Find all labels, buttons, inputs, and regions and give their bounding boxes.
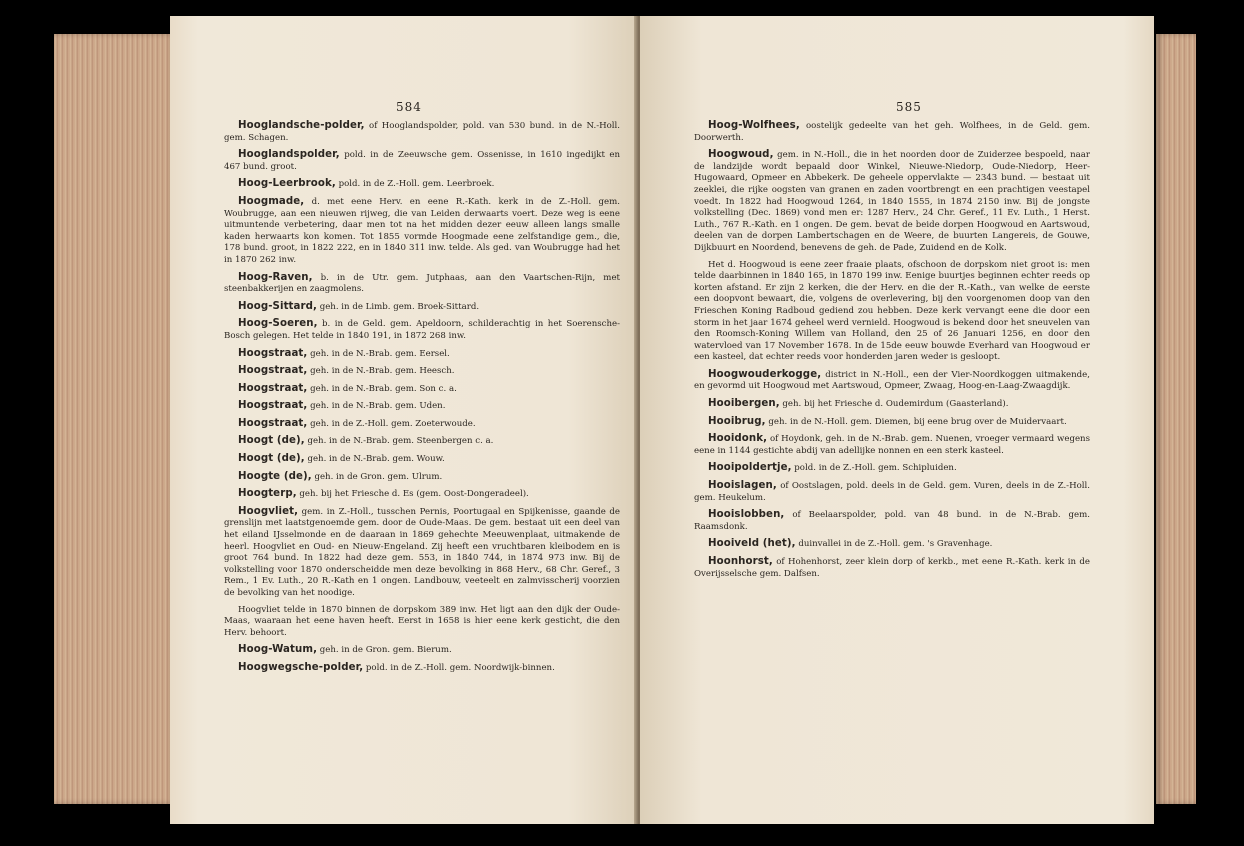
entry-headword: Hoogstraat,: [238, 347, 308, 359]
entry-text: b. in de Utr. gem. Jutphaas, aan den Vaartschen-Rijn, met steenbakkerijen en zaagmolens.: [224, 272, 620, 295]
entry-headword: Hoog-Soeren,: [238, 318, 318, 330]
entry-text: geh. in de Z.-Holl. gem. Zoeterwoude.: [307, 418, 476, 429]
dictionary-entry: [224, 506, 620, 600]
entry-headword: Hoogvliet,: [238, 505, 299, 517]
dictionary-entry: [224, 318, 620, 342]
entry-text: of Hohenhorst, zeer klein dorp of kerkb., met eene R.-Kath. kerk in de Overijsselsche gem. Dalfsen.: [694, 557, 1090, 579]
entry-text: geh. in de Limb. gem. Broek-Sittard.: [316, 301, 480, 312]
page-edges-left: [54, 34, 176, 804]
entry-headword: Hoog-Leerbrook,: [238, 178, 336, 190]
entry-text: geh. in de N.-Brab. gem. Eersel.: [307, 348, 450, 359]
page-number: 584: [396, 100, 422, 114]
entry-text: geh. bij het Friesche d. Oudemirdum (Gaasterland).: [779, 399, 1009, 410]
dictionary-entry: [224, 418, 620, 431]
dictionary-entry: [694, 398, 1090, 411]
dictionary-entry: [224, 471, 620, 484]
entry-text: of Hooglandspolder, pold. van 530 bund. in de N.-Holl. gem. Schagen.: [224, 121, 620, 143]
page-edges-right: [1156, 34, 1196, 804]
dictionary-entry: [694, 369, 1090, 393]
page-number: 585: [896, 100, 922, 114]
entry-text: pold. in de Z.-Holl. gem. Noordwijk-binnen.: [363, 662, 555, 673]
left-page-text: [224, 120, 620, 680]
entry-text: pold. in de Z.-Holl. gem. Schipluiden.: [791, 463, 957, 474]
dictionary-entry: [224, 453, 620, 466]
entry-headword: Hoog-Wolfhees,: [708, 120, 800, 131]
entry-headword: Hoog-Sittard,: [238, 300, 317, 312]
entry-headword: Hooislagen,: [708, 480, 777, 492]
dictionary-entry: [224, 662, 620, 675]
entry-text: Hoogvliet telde in 1870 binnen de dorpskom 389 inw. Het ligt aan den dijk der Oude-Maas, waaraan het eene haven heeft. Eerst in 1658 is hier eene kerk gesticht, die den Herv. behoort.: [224, 604, 620, 638]
dictionary-entry: [224, 488, 620, 501]
entry-headword: Hooipoldertje,: [708, 462, 792, 474]
entry-headword: Hoogstraat,: [238, 417, 308, 429]
right-page: [640, 16, 1154, 824]
entry-text: pold. in de Zeeuwsche gem. Ossenisse, in 1610 ingedijkt en 467 bund. groot.: [224, 150, 620, 172]
entry-headword: Hooibergen,: [708, 398, 780, 410]
entry-text: oostelijk gedeelte van het geh. Wolfhees, in de Geld. gem. Doorwerth.: [694, 121, 1090, 143]
entry-headword: Hooiveld (het),: [708, 538, 796, 550]
entry-headword: Hoogt (de),: [238, 435, 305, 447]
entry-text: geh. in de N.-Brab. gem. Uden.: [307, 401, 446, 412]
entry-text: geh. in de N.-Holl. gem. Diemen, bij eene brug over de Muidervaart.: [765, 416, 1067, 427]
entry-headword: Hoonhorst,: [708, 556, 773, 567]
dictionary-entry: [224, 272, 620, 296]
entry-text: geh. in de Gron. gem. Ulrum.: [311, 471, 443, 482]
entry-text: Het d. Hoogwoud is eene zeer fraaie plaats, ofschoon de dorpskom niet groot is: men telde daarbinnen in 1840 165, in 1870 199 inw. Eenige buurtjes beginnen echter reeds op korten afstand. Er zijn 2 kerken, die der Herv. en die der R.-Kath., van welke de eerste een doopvont bewaart, die, volgens de overlevering, bij den voorgenomen doop van den Frieschen Koning Radboud gediend zou hebben. Deze kerk vervangt eene die door een storm in het jaar 1674 geheel werd vernield. Hoogwoud is bekend door het sneuvelen van den Roomsch-Koning Willem van Holland, den 25 of 26 Januari 1256, en door den watervloed van 17 November 1678. In de 15de eeuw bouwde Everhard van Hoogwoud er een kasteel, dat echter reeds voor honderden jaren weder is gesloopt.: [694, 259, 1090, 363]
entry-headword: Hoogte (de),: [238, 470, 312, 482]
dictionary-entry: [224, 644, 620, 657]
dictionary-entry: [224, 149, 620, 173]
entry-text: geh. in de Gron. gem. Bierum.: [317, 645, 452, 656]
left-page: [170, 16, 638, 824]
entry-headword: Hoogmade,: [238, 195, 305, 207]
dictionary-entry: [694, 260, 1090, 364]
entry-text: geh. in de N.-Brab. gem. Steenbergen c. a.: [304, 436, 494, 447]
dictionary-entry: [694, 538, 1090, 551]
entry-headword: Hooglandspolder,: [238, 149, 340, 161]
entry-headword: Hoogwouderkogge,: [708, 368, 822, 380]
entry-text: gem. in Z.-Holl., tusschen Pernis, Poortugaal en Spijkenisse, gaande de grenslijn met laatstgenoemde gem. door de Oude-Maas. De gem. bestaat uit een deel van het eiland IJsselmonde en de daaraan in 1869 gehechte Meeuwenplaat, uitmakende de heerl. Hoogvliet en Oud- en Nieuw-Engeland. Zij heeft een vruchtbaren kleibodem en is groot 764 bund. In 1822 had deze gem. 553, in 1840 744, in 1874 973 inw. Bij de volkstelling voor 1870 onderscheidde men deze bevolking in 868 Herv., 68 Chr. Geref., 3 Rem., 1 Ev. Luth., 20 R.-Kath en 1 ongen. Landbouw, veeteelt en zalmvisscherij voorzien de bevolking van het noodige.: [224, 506, 620, 598]
dictionary-entry: [694, 149, 1090, 254]
entry-text: of Hoydonk, geh. in de N.-Brab. gem. Nuenen, vroeger vermaard wegens eene in 1144 gestichte abdij van adellijke nonnen en een sterk kasteel.: [694, 434, 1090, 456]
dictionary-entry: [224, 365, 620, 378]
open-book: [54, 14, 1196, 830]
entry-headword: Hooglandsche-polder,: [238, 120, 365, 131]
entry-headword: Hoogterp,: [238, 488, 297, 500]
dictionary-entry: [224, 301, 620, 314]
dictionary-entry: [694, 556, 1090, 580]
dictionary-entry: [224, 120, 620, 144]
dictionary-entry: [224, 435, 620, 448]
entry-text: pold. in de Z.-Holl. gem. Leerbroek.: [335, 179, 495, 190]
dictionary-entry: [694, 416, 1090, 429]
entry-text: district in N.-Holl., een der Vier-Noordkoggen uitmakende, en gevormd uit Hoogwoud met Aartswoud, Opmeer, Zwaag, Hoog-en-Laag-Zwaagdijk.: [694, 369, 1090, 392]
entry-text: geh. bij het Friesche d. Es (gem. Oost-Dongeradeel).: [296, 489, 529, 500]
right-page-text: [694, 120, 1090, 585]
entry-text: duinvallei in de Z.-Holl. gem. 's Gravenhage.: [795, 539, 993, 550]
dictionary-entry: [694, 433, 1090, 457]
dictionary-entry: [224, 178, 620, 191]
entry-text: of Oostslagen, pold. deels in de Geld. gem. Vuren, deels in de Z.-Holl. gem. Heukelum.: [694, 481, 1090, 503]
dictionary-entry: [694, 509, 1090, 533]
entry-headword: Hooislobben,: [708, 509, 785, 521]
entry-headword: Hoogstraat,: [238, 382, 308, 394]
dictionary-entry: [694, 462, 1090, 475]
entry-text: gem. in N.-Holl., die in het noorden door de Zuiderzee bespoeld, naar de landzijde wordt bepaald door Winkel, Nieuwe-Niedorp, Oude-Niedorp, Heer-Hugowaard, Opmeer en Abbekerk. De geheele oppervlakte — 2343 bund. — bestaat uit zeeklei, die rijke oogsten van granen en zaden voortbrengt en een prachtigen veestapel voedt. In 1822 had Hoogwoud 1264, in 1840 1555, in 1874 2150 inw. Bij de jongste volkstelling (Dec. 1869) vond men er: 1287 Herv., 24 Chr. Geref., 11 Ev. Luth., 1 Herst. Luth., 767 R.-Kath. en 1 ongen. De gem. bevat de beide dorpen Hoogwoud en Aartswoud, deelen van de dorpen Lambertschagen en de Weere, de buurten Langereis, de Gouwe, Dijkbuurt en Noordend, benevens de geh. de Pade, Zuidend en de Kolk.: [694, 150, 1090, 253]
entry-text: geh. in de N.-Brab. gem. Wouw.: [304, 454, 445, 465]
entry-text: geh. in de N.-Brab. gem. Heesch.: [307, 366, 455, 377]
entry-headword: Hoog-Watum,: [238, 644, 318, 656]
dictionary-entry: [224, 196, 620, 267]
dictionary-entry: [224, 383, 620, 396]
dictionary-entry: [694, 480, 1090, 504]
entry-text: b. in de Geld. gem. Apeldoorn, schilderachtig in het Soerensche-Bosch gelegen. Het telde in 1840 191, in 1872 268 inw.: [224, 319, 620, 341]
dictionary-entry: [224, 400, 620, 413]
entry-headword: Hoogt (de),: [238, 453, 305, 465]
entry-headword: Hoogwoud,: [708, 149, 774, 161]
entry-text: d. met eene Herv. en eene R.-Kath. kerk in de Z.-Holl. gem. Woubrugge, aan een nieuwen rijweg, die van Leiden derwaarts voert. Deze weg is eene uitmuntende verbetering, daar men tot na het midden dezer eeuw alleen langs smalle kaden herwaarts kon komen. Tot 1855 vormde Hoogmade eene zelfstandige gem., die, 178 bund. groot, in 1822 222, en in 1840 311 inw. telde. Als ged. van Woubrugge had het in 1870 262 inw.: [224, 196, 620, 265]
entry-text: geh. in de N.-Brab. gem. Son c. a.: [307, 383, 457, 394]
dictionary-entry: [224, 605, 620, 640]
entry-headword: Hoogwegsche-polder,: [238, 661, 364, 673]
dictionary-entry: [224, 348, 620, 361]
entry-headword: Hooidonk,: [708, 433, 768, 445]
entry-headword: Hooibrug,: [708, 415, 766, 427]
entry-headword: Hoog-Raven,: [238, 271, 313, 283]
dictionary-entry: [694, 120, 1090, 144]
entry-text: of Beelaarspolder, pold. van 48 bund. in de N.-Brab. gem. Raamsdonk.: [694, 510, 1090, 532]
entry-headword: Hoogstraat,: [238, 365, 308, 377]
entry-headword: Hoogstraat,: [238, 400, 308, 412]
